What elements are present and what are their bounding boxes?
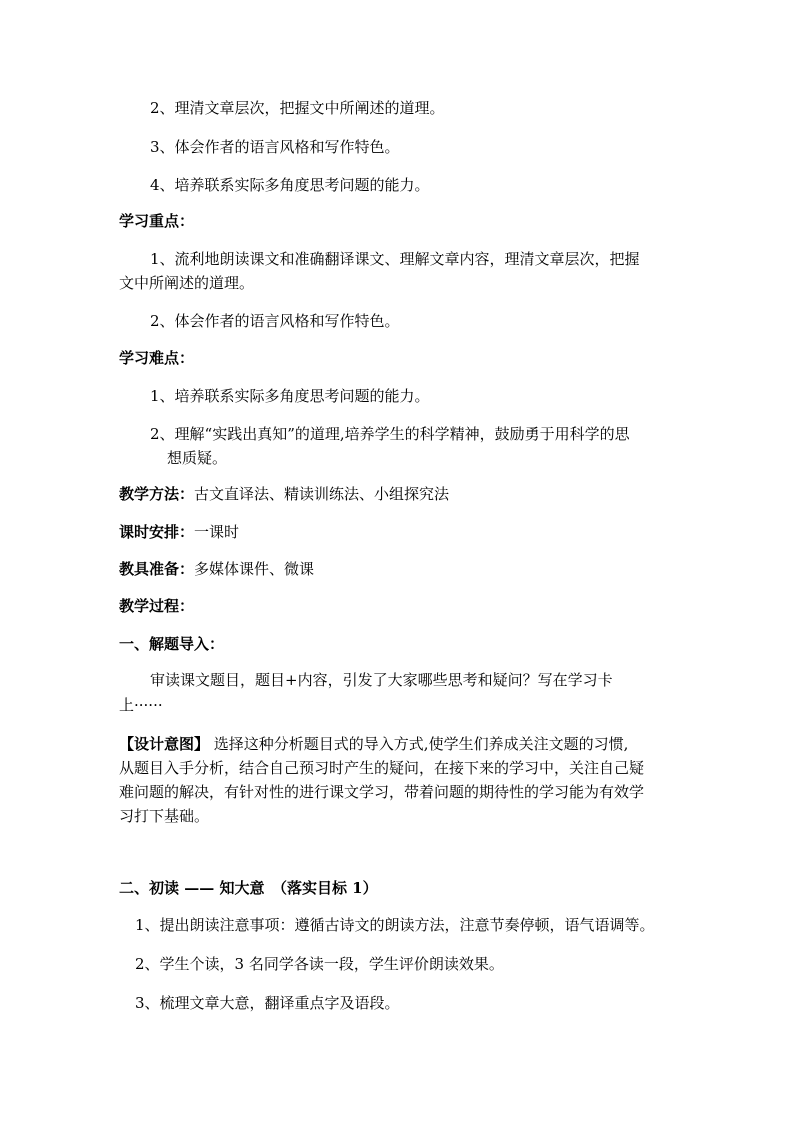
design-intent-text-1: 选择这种分析题目式的导入方式,使学生们养成关注文题的习惯, [213,735,629,753]
design-intent-line4: 习打下基础。 [119,807,210,825]
objective-4: 4、培养联系实际多角度思考问题的能力。 [150,176,430,194]
section-1-text-line2: 上······ [119,696,163,714]
difficulty-1: 1、培养联系实际多角度思考问题的能力。 [150,387,430,405]
class-schedule-label: 课时安排： [119,523,195,541]
teaching-methods [119,483,449,505]
section-1-text-line1: 审读课文题目，题目+内容，引发了大家哪些思考和疑问？写在学习卡 [150,671,613,689]
design-intent-line1 [119,733,628,755]
difficulty-2-line1: 2、理解“实践出真知”的道理,培养学生的科学精神，鼓励勇于用科学的思 [150,425,630,443]
section-2-item-2: 2、学生个读，3 名同学各读一段，学生评价朗读效果。 [135,955,504,973]
teaching-tools [119,558,314,580]
section-2-heading: 二、初读 —— 知大意 （落实目标 1） [119,879,378,897]
process-heading: 教学过程： [119,597,195,615]
objective-2: 2、理清文章层次，把握文中所阐述的道理。 [150,99,445,117]
section-2-item-1: 1、提出朗读注意事项：遵循古诗文的朗读方法，注意节奏停顿，语气语调等。 [135,916,655,934]
section-1-heading: 一、解题导入： [119,635,225,653]
key-point-1-line2: 文中所阐述的道理。 [119,274,255,292]
teaching-tools-label: 教具准备： [119,560,195,578]
key-point-2: 2、体会作者的语言风格和写作特色。 [150,312,400,330]
design-intent-label: 【设计意图】 [119,735,210,753]
key-point-1-line1: 1、流利地朗读课文和准确翻译课文、理解文章内容，理清文章层次，把握 [150,250,640,268]
difficulty-2-line2: 想质疑。 [167,449,228,467]
teaching-methods-label: 教学方法： [119,485,195,503]
section-2-item-3: 3、梳理文章大意，翻译重点字及语段。 [135,994,400,1012]
class-schedule [119,521,239,543]
key-points-heading: 学习重点： [119,212,195,230]
design-intent-line3: 难问题的解决，有针对性的进行课文学习，带着问题的期待性的学习能为有效学 [119,783,645,801]
teaching-tools-value: 多媒体课件、微课 [194,560,315,578]
objective-3: 3、体会作者的语言风格和写作特色。 [150,138,400,156]
design-intent-line2: 从题目入手分析，结合自己预习时产生的疑问，在接下来的学习中，关注自己疑 [119,759,645,777]
teaching-methods-value: 古文直译法、精读训练法、小组探究法 [194,485,450,503]
difficulties-heading: 学习难点： [119,349,195,367]
class-schedule-value: 一课时 [194,523,240,541]
